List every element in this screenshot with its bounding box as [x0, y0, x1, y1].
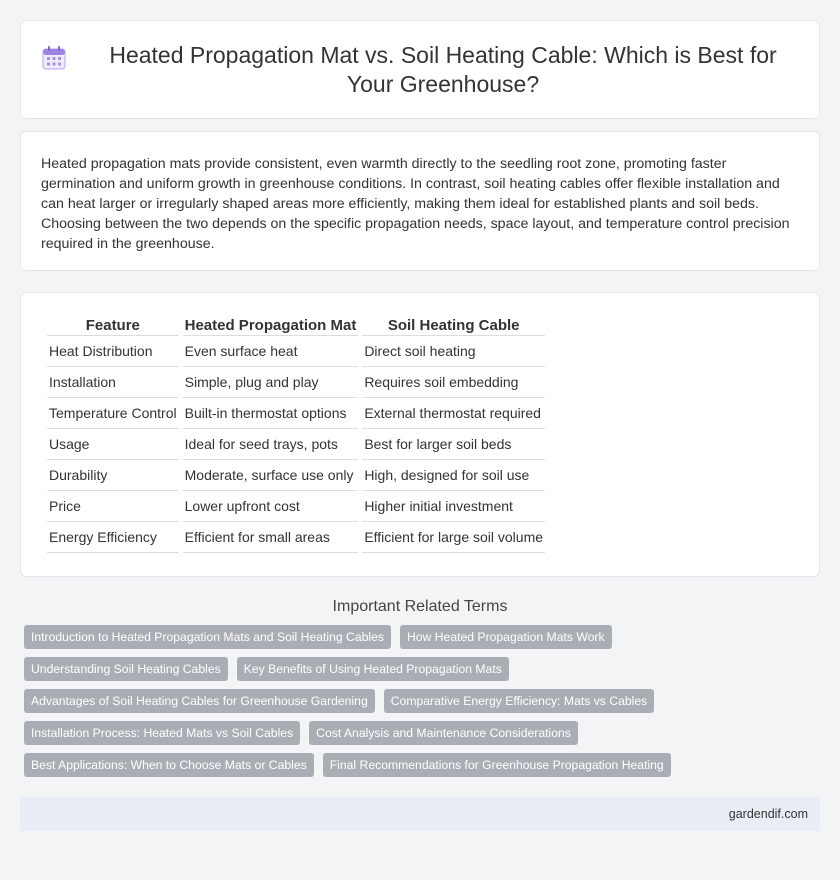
table-cell: Efficient for small areas	[183, 522, 359, 553]
related-tag[interactable]: Best Applications: When to Choose Mats or Cables	[24, 753, 314, 777]
title-card	[20, 20, 820, 119]
header-heated-mat: Heated Propagation Mat	[183, 311, 359, 336]
table-cell: Durability	[47, 460, 179, 491]
related-tag[interactable]: Introduction to Heated Propagation Mats and Soil Heating Cables	[24, 625, 391, 649]
table-cell: Temperature Control	[47, 398, 179, 429]
comparison-card	[20, 292, 820, 577]
footer	[20, 797, 820, 831]
table-cell: Best for larger soil beds	[362, 429, 545, 460]
related-tag[interactable]: Cost Analysis and Maintenance Considerations	[309, 721, 578, 745]
table-cell: Even surface heat	[183, 336, 359, 367]
table-cell: Usage	[47, 429, 179, 460]
related-terms-title: Important Related Terms	[332, 598, 508, 615]
table-row	[47, 429, 545, 460]
table-row	[47, 367, 545, 398]
table-cell: Direct soil heating	[362, 336, 545, 367]
related-tag[interactable]: Installation Process: Heated Mats vs Soil Cables	[24, 721, 300, 745]
related-tag[interactable]: Key Benefits of Using Heated Propagation Mats	[237, 657, 509, 681]
table-cell: High, designed for soil use	[362, 460, 545, 491]
related-tag[interactable]: Understanding Soil Heating Cables	[24, 657, 228, 681]
table-row	[47, 398, 545, 429]
table-cell: Price	[47, 491, 179, 522]
header-feature: Feature	[47, 311, 179, 336]
related-terms-list	[22, 625, 818, 785]
related-tag[interactable]: Comparative Energy Efficiency: Mats vs Cables	[384, 689, 655, 713]
table-row	[47, 336, 545, 367]
table-header-row	[47, 311, 545, 336]
table-cell: External thermostat required	[362, 398, 545, 429]
related-tag[interactable]: How Heated Propagation Mats Work	[400, 625, 612, 649]
footer-site-link[interactable]: gardendif.com	[728, 807, 808, 821]
title-wrap	[41, 41, 799, 99]
table-cell: Higher initial investment	[362, 491, 545, 522]
table-cell: Installation	[47, 367, 179, 398]
table-row	[47, 460, 545, 491]
table-cell: Energy Efficiency	[47, 522, 179, 553]
table-cell: Requires soil embedding	[362, 367, 545, 398]
table-row	[47, 522, 545, 553]
page-title: Heated Propagation Mat vs. Soil Heating Cable: Which is Best for Your Greenhouse?	[109, 41, 777, 97]
table-cell: Lower upfront cost	[183, 491, 359, 522]
table-cell: Heat Distribution	[47, 336, 179, 367]
intro-text: Heated propagation mats provide consistent, even warmth directly to the seedling root zone, promoting faster germination and uniform growth in greenhouse conditions. In contrast, soil heating cables offer flexible installation and can heat larger or irregularly shaped areas more efficiently, making them ideal for established plants and soil beds. Choosing between the two depends on the specific propagation needs, space layout, and temperature control precision required in the greenhouse.	[41, 156, 790, 252]
related-tag[interactable]: Advantages of Soil Heating Cables for Greenhouse Gardening	[24, 689, 375, 713]
intro-card	[20, 131, 820, 271]
table-cell: Simple, plug and play	[183, 367, 359, 398]
calendar-icon	[41, 45, 67, 71]
table-cell: Built-in thermostat options	[183, 398, 359, 429]
table-cell: Efficient for large soil volume	[362, 522, 545, 553]
related-tag[interactable]: Final Recommendations for Greenhouse Propagation Heating	[323, 753, 671, 777]
table-row	[47, 491, 545, 522]
header-soil-cable: Soil Heating Cable	[362, 311, 545, 336]
comparison-table	[43, 311, 549, 553]
table-cell: Ideal for seed trays, pots	[183, 429, 359, 460]
table-cell: Moderate, surface use only	[183, 460, 359, 491]
